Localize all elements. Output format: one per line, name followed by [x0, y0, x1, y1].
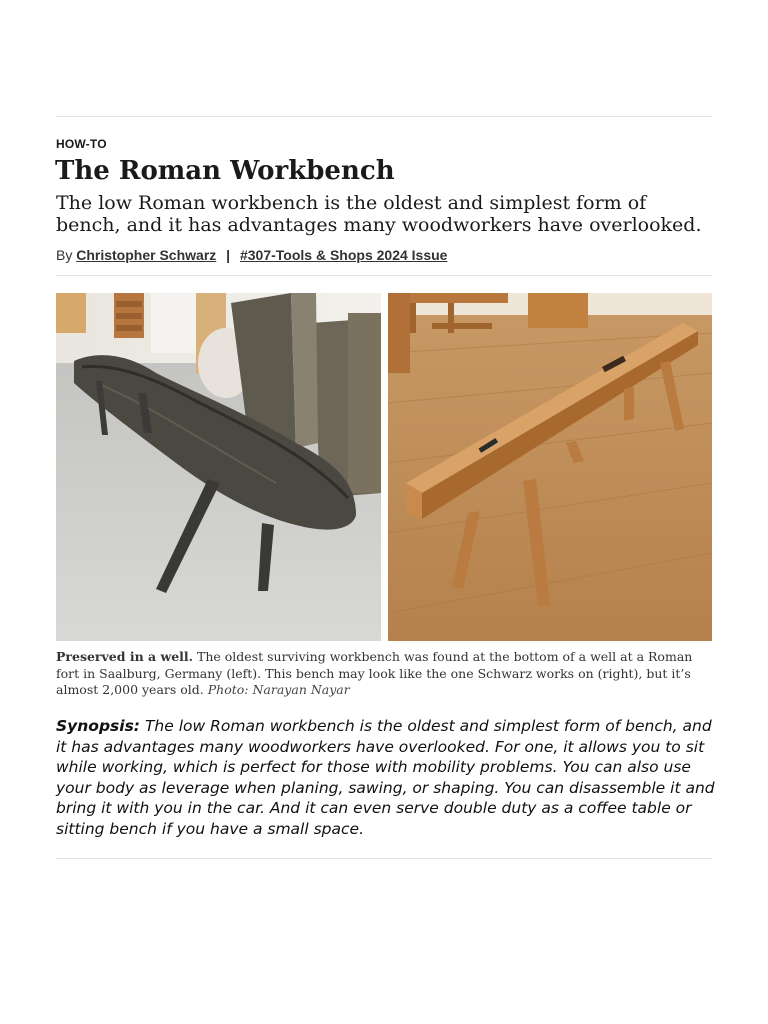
photo-credit: Photo: Narayan Nayar — [207, 682, 350, 697]
reproduction-bench-photo — [388, 293, 712, 641]
synopsis-text: The low Roman workbench is the oldest and simplest form of bench, and it has advantages many woodworkers have overlooked. For one, it allows you to sit while working, which is perfect for those with mobility problems. You can also use your body as leverage when planing, sawing, or shaping. You can disassemble it and bring it with you in the car. And it can even serve double duty as a coffee table or sitting bench if you have a small space. — [56, 717, 715, 838]
synopsis-label: Synopsis: — [56, 717, 141, 735]
photo-caption — [56, 649, 716, 699]
ancient-bench-photo — [56, 293, 381, 641]
author-link[interactable]: Christopher Schwarz — [76, 247, 217, 263]
article-dek: The low Roman workbench is the oldest and simplest form of bench, and it has advantages many woodworkers have overlooked. — [56, 192, 702, 236]
byline-separator: | — [226, 247, 231, 263]
byline-divider — [56, 275, 712, 276]
byline-prefix: By — [56, 247, 73, 263]
synopsis — [56, 716, 718, 839]
page-title: The Roman Workbench — [55, 156, 395, 186]
caption-text: The oldest surviving workbench was found at the bottom of a well at a Roman fort in Saalburg, Germany (left). This bench may look like the one Schwarz works on (right), but it’s almost 2,000 years old. — [56, 649, 693, 697]
byline — [56, 246, 447, 264]
caption-lead: Preserved in a well. — [56, 649, 194, 664]
category-kicker[interactable]: HOW-TO — [56, 137, 107, 151]
top-divider — [56, 116, 712, 117]
issue-link[interactable]: #307-Tools & Shops 2024 Issue — [239, 247, 448, 263]
bottom-divider — [56, 858, 712, 859]
